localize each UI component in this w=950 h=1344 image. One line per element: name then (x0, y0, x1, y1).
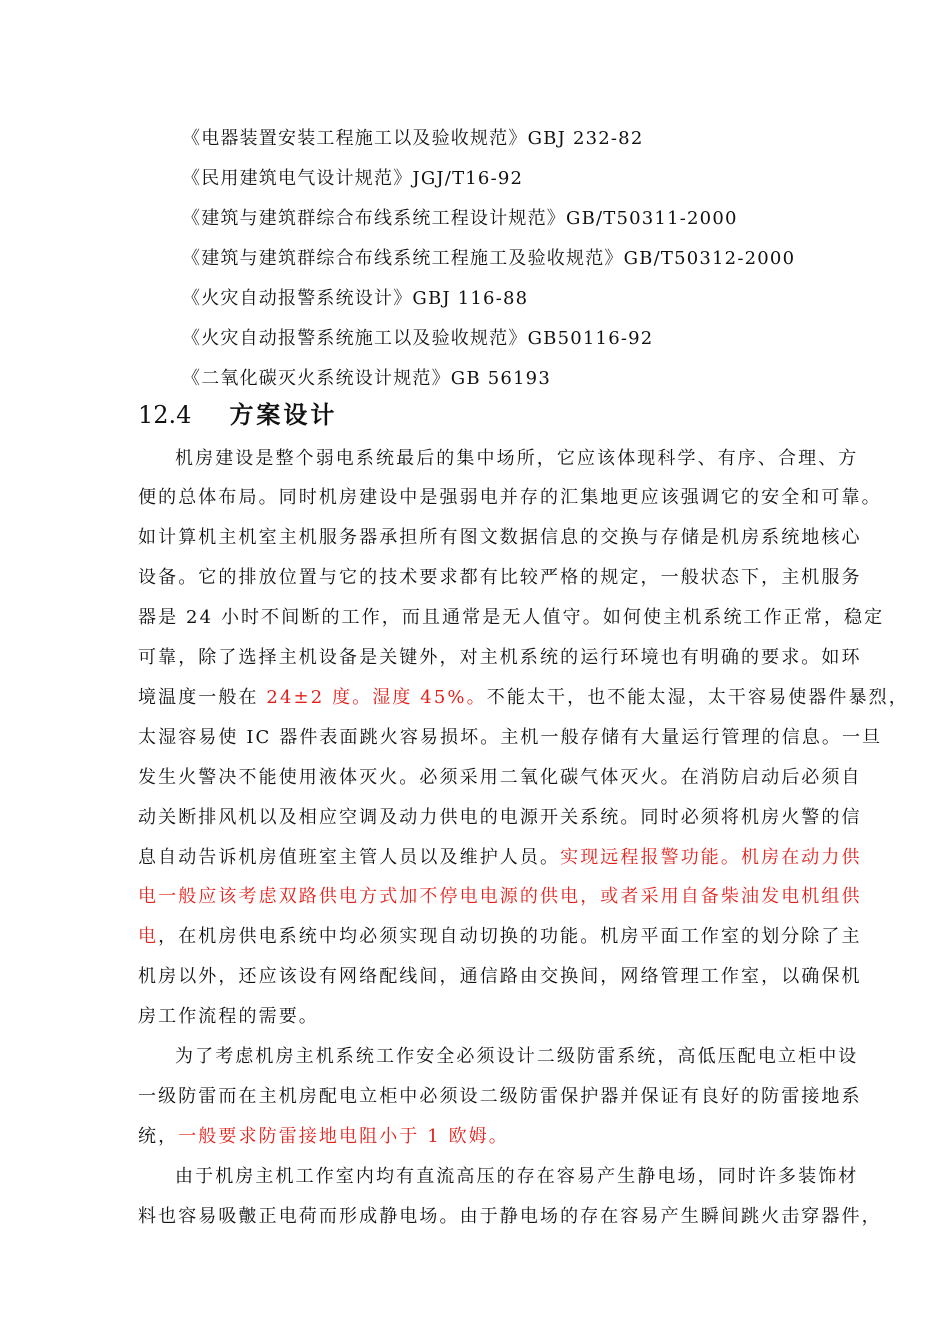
paragraph-line (138, 686, 909, 710)
reference-item: 《火灾自动报警系统施工以及验收规范》GB50116-92 (182, 328, 654, 349)
section-number: 12.4 (138, 401, 192, 429)
reference-item: 《电器装置安装工程施工以及验收规范》GBJ 232-82 (182, 128, 644, 149)
text-segment: 不能太干，也不能太湿，太干容易使器件暴烈， (486, 687, 909, 708)
highlighted-text: 电 (138, 926, 159, 947)
paragraph-line: 如计算机主机室主机服务器承担所有图文数据信息的交换与存储是机房系统地核心 (138, 527, 862, 548)
paragraph-line (138, 1125, 509, 1149)
paragraph-line: 房工作流程的需要。 (138, 1006, 319, 1027)
paragraph-line: 机房以外，还应该设有网络配线间，通信路由交换间，网络管理工作室，以确保机 (138, 966, 862, 987)
text-segment: 境温度一般在 (138, 687, 267, 708)
text-segment: ，在机房供电系统中均必须实现自动切换的功能。机房平面工作室的划分除了主 (158, 926, 862, 947)
paragraph-line: 器是 24 小时不间断的工作，而且通常是无人值守。如何使主机系统工作正常，稳定 (138, 607, 885, 628)
text-segment: 统， (138, 1126, 179, 1147)
paragraph-line (138, 925, 862, 949)
reference-item: 《建筑与建筑群综合布线系统工程施工及验收规范》GB/T50312-2000 (182, 248, 796, 269)
highlighted-text: 一般要求防雷接地电阻小于 1 欧姆。 (178, 1126, 509, 1147)
reference-item: 《二氧化碳灭火系统设计规范》GB 56193 (182, 368, 551, 389)
highlighted-line: 电一般应该考虑双路供电方式加不停电电源的供电，或者采用自备柴油发电机组供 (138, 886, 862, 907)
paragraph-line: 设备。它的排放位置与它的技术要求都有比较严格的规定，一般状态下，主机服务 (138, 567, 862, 588)
paragraph-line: 由于机房主机工作室内均有直流高压的存在容易产生静电场，同时许多装饰材 (175, 1166, 859, 1187)
paragraph-line: 便的总体布局。同时机房建设中是强弱电并存的汇集地更应该强调它的安全和可靠。 (138, 487, 882, 508)
paragraph-line: 机房建设是整个弱电系统最后的集中场所，它应该体现科学、有序、合理、方 (175, 448, 859, 469)
text-segment: 息自动告诉机房值班室主管人员以及维护人员。 (138, 847, 561, 868)
paragraph-line: 一级防雷而在主机房配电立柜中必须设二级防雷保护器并保证有良好的防雷接地系 (138, 1086, 862, 1107)
paragraph-line: 太湿容易使 IC 器件表面跳火容易损坏。主机一般存储有大量运行管理的信息。一旦 (138, 727, 883, 748)
highlighted-text: 24±2 度。湿度 45%。 (266, 687, 487, 708)
paragraph-line: 可靠，除了选择主机设备是关键外，对主机系统的运行环境也有明确的要求。如环 (138, 647, 862, 668)
reference-item: 《民用建筑电气设计规范》JGJ/T16-92 (182, 168, 524, 189)
section-title: 方案设计 (229, 400, 338, 429)
paragraph-line (138, 846, 862, 870)
section-heading (138, 400, 337, 430)
highlighted-text: 实现远程报警功能。机房在动力供 (560, 847, 862, 868)
reference-item: 《建筑与建筑群综合布线系统工程设计规范》GB/T50311-2000 (182, 208, 738, 229)
paragraph-line: 发生火警决不能使用液体灭火。必须采用二氧化碳气体灭火。在消防启动后必须自 (138, 767, 862, 788)
paragraph-line: 动关断排风机以及相应空调及动力供电的电源开关系统。同时必须将机房火警的信 (138, 807, 862, 828)
paragraph-line: 料也容易吸皾正电荷而形成静电场。由于静电场的存在容易产生瞬间跳火击穿器件， (138, 1206, 882, 1227)
paragraph-line: 为了考虑机房主机系统工作安全必须设计二级防雷系统，高低压配电立柜中设 (175, 1046, 859, 1067)
reference-item: 《火灾自动报警系统设计》GBJ 116-88 (182, 288, 529, 309)
